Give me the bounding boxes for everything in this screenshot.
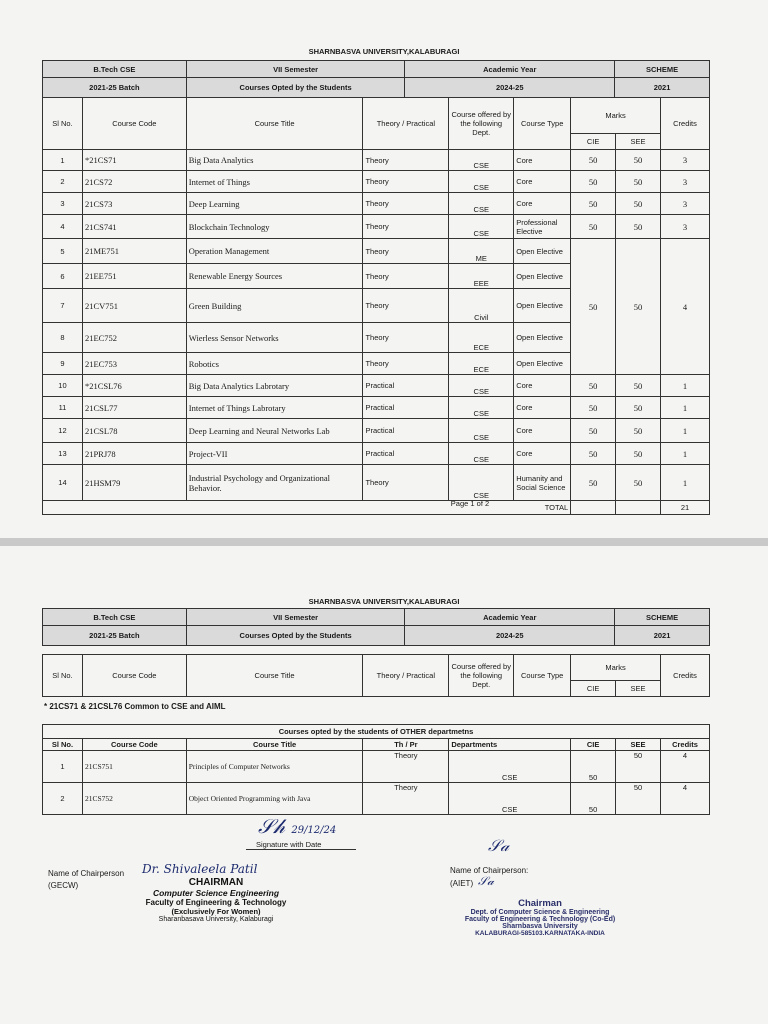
cell-dept: Civil — [449, 289, 514, 323]
cell-dept: CSE — [449, 443, 514, 465]
stamp-right-l2: Dept. of Computer Science & Engineering — [470, 909, 610, 916]
col-type: Course Type — [514, 98, 571, 150]
cell-type: Professional Elective — [514, 215, 571, 239]
cell-dept: CSE — [449, 375, 514, 397]
stamp-left — [132, 877, 300, 923]
cell-see: 50 — [616, 193, 661, 215]
cell-tp: Theory — [363, 193, 449, 215]
other-cell-sl: 1 — [43, 751, 83, 783]
signature-right: 𝒮𝒶 — [488, 836, 510, 855]
cell-title: Renewable Energy Sources — [186, 264, 363, 289]
col-code: Course Code — [82, 98, 186, 150]
cell-dept: ECE — [449, 323, 514, 353]
col-sl-2: Sl No. — [43, 655, 83, 697]
stamp-left-l1: CHAIRMAN — [188, 877, 244, 888]
program: B.Tech CSE — [43, 61, 187, 78]
other-col-tp: Th / Pr — [363, 739, 449, 751]
batch: 2021-25 Batch — [43, 78, 187, 98]
university-title: SHARNBASVA UNIVERSITY,KALABURAGI — [308, 47, 460, 56]
cell-title: Operation Management — [186, 239, 363, 264]
other-col-cie: CIE — [571, 739, 616, 751]
cell-code: 21CS73 — [82, 193, 186, 215]
academic-year-label-2: Academic Year — [405, 609, 615, 626]
cell-type: Open Elective — [514, 289, 571, 323]
cell-type: Core — [514, 419, 571, 443]
cell-credits: 3 — [661, 150, 710, 171]
scheme-label-2: SCHEME — [615, 609, 710, 626]
other-cell-code: 21CS752 — [82, 783, 186, 815]
cell-see: 50 — [616, 419, 661, 443]
cell-type: Open Elective — [514, 323, 571, 353]
courses-label-2: Courses Opted by the Students — [186, 626, 405, 646]
cell-title: Green Building — [186, 289, 363, 323]
cell-code: 21EE751 — [82, 264, 186, 289]
course-table-header-2 — [42, 654, 710, 697]
cell-see: 50 — [616, 171, 661, 193]
cell-credits: 1 — [661, 419, 710, 443]
cell-cie: 50 — [571, 215, 616, 239]
cell-open-elective-credits: 4 — [661, 239, 710, 375]
signature-left-scrawl: 𝒮𝒽 — [258, 814, 285, 838]
cell-cie: 50 — [571, 419, 616, 443]
col-see-2: SEE — [616, 681, 661, 697]
cell-tp: Practical — [363, 397, 449, 419]
chairperson-right-label: Name of Chairperson: — [450, 866, 529, 875]
cell-cie: 50 — [571, 171, 616, 193]
page-label: Page 1 of 2 — [450, 500, 490, 508]
col-title: Course Title — [186, 98, 363, 150]
chairperson-right-sub: (AIET) — [450, 879, 474, 888]
other-title: Courses opted by the students of OTHER departmetns — [43, 725, 710, 739]
cell-tp: Practical — [363, 419, 449, 443]
cell-tp: Theory — [363, 353, 449, 375]
cell-code: 21CSL77 — [82, 397, 186, 419]
cell-title: Deep Learning and Neural Networks Lab — [186, 419, 363, 443]
cell-dept: CSE — [449, 397, 514, 419]
cell-tp: Theory — [363, 465, 449, 501]
header-table-2 — [42, 608, 710, 646]
other-cell-cie: 50 — [571, 751, 616, 783]
stamp-left-l5: Sharanbasava University, Kalaburagi — [158, 916, 274, 923]
other-cell-credits: 4 — [661, 751, 710, 783]
stamp-right-l5: KALABURAGI-585103.KARNATAKA-INDIA — [475, 930, 605, 937]
table-row — [43, 239, 710, 264]
total-row — [43, 501, 710, 515]
cell-dept: CSE — [449, 419, 514, 443]
cell-see: 50 — [616, 443, 661, 465]
scheme-label: SCHEME — [615, 61, 710, 78]
cell-credits: 1 — [661, 397, 710, 419]
other-rows — [43, 751, 710, 815]
cell-title: Wierless Sensor Networks — [186, 323, 363, 353]
other-table-row — [43, 783, 710, 815]
col-cie-2: CIE — [571, 681, 616, 697]
cell-type: Open Elective — [514, 239, 571, 264]
col-dept-2: Course offered by the following Dept. — [449, 655, 514, 697]
cell-code: 21CS741 — [82, 215, 186, 239]
stamp-right-l4: Sharnbasva University — [502, 923, 578, 930]
other-cell-title: Principles of Computer Networks — [186, 751, 363, 783]
col-dept: Course offered by the following Dept. — [449, 98, 514, 150]
cell-cie: 50 — [571, 465, 616, 501]
col-tp: Theory / Practical — [363, 98, 449, 150]
cell-sl: 6 — [43, 264, 83, 289]
col-type-2: Course Type — [514, 655, 571, 697]
col-code-2: Course Code — [82, 655, 186, 697]
chairperson-left-name: Dr. Shivaleela Patil — [142, 862, 258, 876]
cell-see: 50 — [616, 215, 661, 239]
other-col-title: Course Title — [186, 739, 363, 751]
cell-type: Core — [514, 443, 571, 465]
stamp-left-l3: Faculty of Engineering & Technology — [145, 898, 287, 907]
other-col-sl: Sl No. — [43, 739, 83, 751]
cell-sl: 11 — [43, 397, 83, 419]
col-marks-2: Marks — [571, 655, 661, 681]
col-title-2: Course Title — [186, 655, 363, 697]
col-marks: Marks — [571, 98, 661, 134]
cell-type: Open Elective — [514, 264, 571, 289]
cell-code: 21PRJ78 — [82, 443, 186, 465]
academic-year-label: Academic Year — [405, 61, 615, 78]
cell-title: Internet of Things — [186, 171, 363, 193]
cell-title: Internet of Things Labrotary — [186, 397, 363, 419]
course-rows — [43, 150, 710, 515]
cell-title: Robotics — [186, 353, 363, 375]
cell-sl: 12 — [43, 419, 83, 443]
cell-tp: Practical — [363, 375, 449, 397]
cell-sl: 14 — [43, 465, 83, 501]
cell-type: Core — [514, 150, 571, 171]
course-table — [42, 97, 710, 515]
other-cell-code: 21CS751 — [82, 751, 186, 783]
cell-cie: 50 — [571, 150, 616, 171]
academic-year-2: 2024-25 — [405, 626, 615, 646]
chairperson-left-label: Name of Chairperson — [48, 869, 125, 878]
cell-code: 21CV751 — [82, 289, 186, 323]
signature-left — [258, 814, 336, 838]
cell-tp: Theory — [363, 215, 449, 239]
cell-tp: Theory — [363, 239, 449, 264]
other-cell-credits: 4 — [661, 783, 710, 815]
cell-tp: Practical — [363, 443, 449, 465]
cell-credits: 1 — [661, 443, 710, 465]
cell-title: Project-VII — [186, 443, 363, 465]
academic-year: 2024-25 — [405, 78, 615, 98]
other-cell-sl: 2 — [43, 783, 83, 815]
cell-cie: 50 — [571, 193, 616, 215]
other-dept-table — [42, 724, 710, 815]
cell-type: Core — [514, 193, 571, 215]
cell-title: Big Data Analytics Labrotary — [186, 375, 363, 397]
cell-dept: ECE — [449, 353, 514, 375]
table-row — [43, 215, 710, 239]
cell-type: Core — [514, 397, 571, 419]
other-col-code: Course Code — [82, 739, 186, 751]
semester-2: VII Semester — [186, 609, 405, 626]
cell-dept: CSE — [449, 171, 514, 193]
cell-dept: CSE — [449, 465, 514, 501]
cell-tp: Theory — [363, 264, 449, 289]
courses-label: Courses Opted by the Students — [186, 78, 405, 98]
cell-credits: 3 — [661, 171, 710, 193]
total-label: TOTAL — [544, 503, 569, 512]
col-see: SEE — [616, 134, 661, 150]
table-row — [43, 419, 710, 443]
cell-dept: EEE — [449, 264, 514, 289]
table-row — [43, 443, 710, 465]
cell-sl: 1 — [43, 150, 83, 171]
cell-type: Core — [514, 375, 571, 397]
scheme: 2021 — [615, 78, 710, 98]
cell-code: 21CS72 — [82, 171, 186, 193]
table-row — [43, 150, 710, 171]
cell-sl: 3 — [43, 193, 83, 215]
col-cie: CIE — [571, 134, 616, 150]
cell-sl: 5 — [43, 239, 83, 264]
other-cell-title: Object Oriented Programming with Java — [186, 783, 363, 815]
cell-tp: Theory — [363, 171, 449, 193]
scheme-2: 2021 — [615, 626, 710, 646]
stamp-right-l1: Chairman — [518, 898, 562, 909]
cell-code: 21HSM79 — [82, 465, 186, 501]
cell-type: Open Elective — [514, 353, 571, 375]
cell-type: Core — [514, 171, 571, 193]
semester: VII Semester — [186, 61, 405, 78]
stamp-right-l3: Faculty of Engineering & Technology (Co-Ed) — [464, 916, 616, 923]
cell-open-elective-cie: 50 — [571, 239, 616, 375]
col-sl: Sl No. — [43, 98, 83, 150]
cell-sl: 10 — [43, 375, 83, 397]
other-cell-tp: Theory — [363, 783, 449, 815]
cell-title: Deep Learning — [186, 193, 363, 215]
batch-2: 2021-25 Batch — [43, 626, 187, 646]
total-credits: 21 — [661, 501, 710, 515]
signature-date: 29/12/24 — [291, 825, 337, 836]
other-col-credits: Credits — [661, 739, 710, 751]
table-row — [43, 397, 710, 419]
col-credits-2: Credits — [660, 655, 709, 697]
cell-credits: 1 — [661, 465, 710, 501]
cell-see: 50 — [616, 397, 661, 419]
document-page-2 — [0, 546, 768, 1024]
signature-line — [246, 849, 356, 850]
other-cell-see: 50 — [616, 751, 661, 783]
cell-code: 21ME751 — [82, 239, 186, 264]
cell-see: 50 — [616, 465, 661, 501]
header-table — [42, 60, 710, 98]
stamp-left-l4: (Exclusively For Women) — [171, 907, 261, 916]
cell-see: 50 — [616, 150, 661, 171]
table-row — [43, 171, 710, 193]
cell-open-elective-see: 50 — [616, 239, 661, 375]
other-col-dept: Departments — [449, 739, 571, 751]
cell-sl: 2 — [43, 171, 83, 193]
cell-credits: 3 — [661, 215, 710, 239]
other-cell-dept: CSE — [449, 751, 571, 783]
table-row — [43, 375, 710, 397]
cell-sl: 13 — [43, 443, 83, 465]
cell-code: *21CSL76 — [82, 375, 186, 397]
other-cell-tp: Theory — [363, 751, 449, 783]
cell-code: 21EC753 — [82, 353, 186, 375]
cell-sl: 4 — [43, 215, 83, 239]
chairperson-left-sub: (GECW) — [48, 881, 79, 890]
cell-credits: 1 — [661, 375, 710, 397]
signature-right-initials: 𝒮𝒶 — [478, 874, 494, 888]
cell-tp: Theory — [363, 323, 449, 353]
cell-cie: 50 — [571, 443, 616, 465]
cell-dept: CSE — [449, 150, 514, 171]
table-row — [43, 193, 710, 215]
stamp-left-l2: Computer Science Engineering — [152, 888, 280, 898]
cell-dept: CSE — [449, 215, 514, 239]
cell-dept: CSE — [449, 193, 514, 215]
cell-title: Industrial Psychology and Organizational Behavior. — [186, 465, 363, 501]
cell-code: 21EC752 — [82, 323, 186, 353]
cell-see: 50 — [616, 375, 661, 397]
other-cell-see: 50 — [616, 783, 661, 815]
university-title-2: SHARNBASVA UNIVERSITY,KALABURAGI — [308, 597, 460, 606]
cell-cie: 50 — [571, 375, 616, 397]
cell-code: *21CS71 — [82, 150, 186, 171]
footnote: * 21CS71 & 21CSL76 Common to CSE and AIML — [44, 702, 226, 711]
other-cell-cie: 50 — [571, 783, 616, 815]
cell-tp: Theory — [363, 289, 449, 323]
signature-caption: Signature with Date — [256, 840, 322, 849]
cell-sl: 7 — [43, 289, 83, 323]
cell-title: Blockchain Technology — [186, 215, 363, 239]
table-row — [43, 465, 710, 501]
cell-cie: 50 — [571, 397, 616, 419]
cell-tp: Theory — [363, 150, 449, 171]
stamp-right — [452, 898, 628, 937]
col-credits: Credits — [661, 98, 710, 150]
program-2: B.Tech CSE — [43, 609, 187, 626]
other-cell-dept: CSE — [449, 783, 571, 815]
other-col-see: SEE — [616, 739, 661, 751]
cell-dept: ME — [449, 239, 514, 264]
col-tp-2: Theory / Practical — [363, 655, 449, 697]
cell-code: 21CSL78 — [82, 419, 186, 443]
cell-credits: 3 — [661, 193, 710, 215]
other-table-row — [43, 751, 710, 783]
cell-sl: 9 — [43, 353, 83, 375]
cell-type: Humanity and Social Science — [514, 465, 571, 501]
cell-title: Big Data Analytics — [186, 150, 363, 171]
cell-sl: 8 — [43, 323, 83, 353]
